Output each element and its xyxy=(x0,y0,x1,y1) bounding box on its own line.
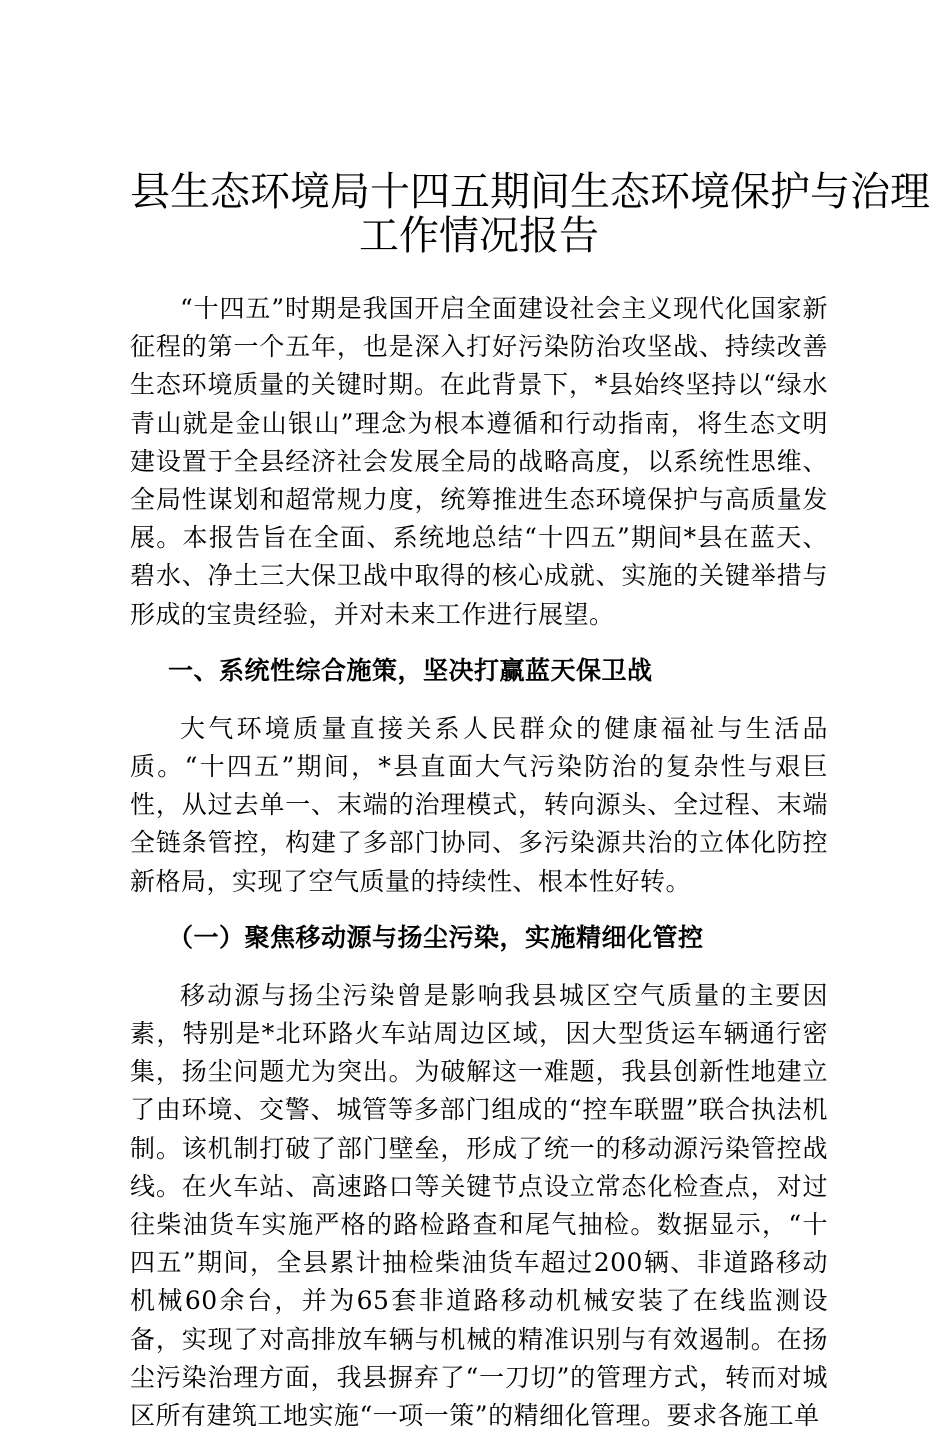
subsection-paragraph: 移动源与扬尘污染曾是影响我县城区空气质量的主要因素，特别是*北环路火车站周边区域，因大型货运车辆通行密集，扬尘问题尤为突出。为破解这一难题，我县创新性地建立了由环境、交警、城管等多部门组成的“控车联盟”联合执法机制。该机制打破了部门壁垒，形成了统一的移动源污染管控战线。在火车站、高速路口等关键节点设立常态化检查点，对过往柴油货车实施严格的路检路查和尾气抽检。数据显示，“十四五”期间，全县累计抽检柴油货车超过200辆、非道路移动机械60余台，并为65套非道路移动机械安装了在线监测设备，实现了对高排放车辆与机械的精准识别与有效遏制。在扬尘污染治理方面，我县摒弃了“一刀切”的管理方式，转而对城区所有建筑工地实施“一项一策”的精细化管理。要求各施工单 xyxy=(130,980,828,1431)
intro-paragraph: “十四五”时期是我国开启全面建设社会主义现代化国家新征程的第一个五年，也是深入打好污染防治攻坚战、持续改善生态环境质量的关键时期。在此背景下，*县始终坚持以“绿水青山就是金山银山”理念为根本遵循和行动指南，将生态文明建设置于全县经济社会发展全局的战略高度，以系统性思维、全局性谋划和超常规力度，统筹推进生态环境保护与高质量发展。本报告旨在全面、系统地总结“十四五”期间*县在蓝天、碧水、净土三大保卫战中取得的核心成就、实施的关键举措与形成的宝贵经验，并对未来工作进行展望。 xyxy=(130,294,828,629)
document-title xyxy=(130,169,930,259)
document-page xyxy=(130,169,930,1435)
subsection-heading: （一）聚焦移动源与扬尘污染，实施精细化管控 xyxy=(168,922,704,952)
title-line-2: 工作情况报告 xyxy=(359,213,599,259)
title-line-1: 县生态环境局十四五期间生态环境保护与治理 xyxy=(130,169,930,215)
section-paragraph: 大气环境质量直接关系人民群众的健康福祉与生活品质。“十四五”期间，*县直面大气污染防治的复杂性与艰巨性，从过去单一、末端的治理模式，转向源头、全过程、末端全链条管控，构建了多部门协同、多污染源共治的立体化防控新格局，实现了空气质量的持续性、根本性好转。 xyxy=(130,713,828,896)
section-heading: 一、系统性综合施策，坚决打赢蓝天保卫战 xyxy=(168,655,653,685)
